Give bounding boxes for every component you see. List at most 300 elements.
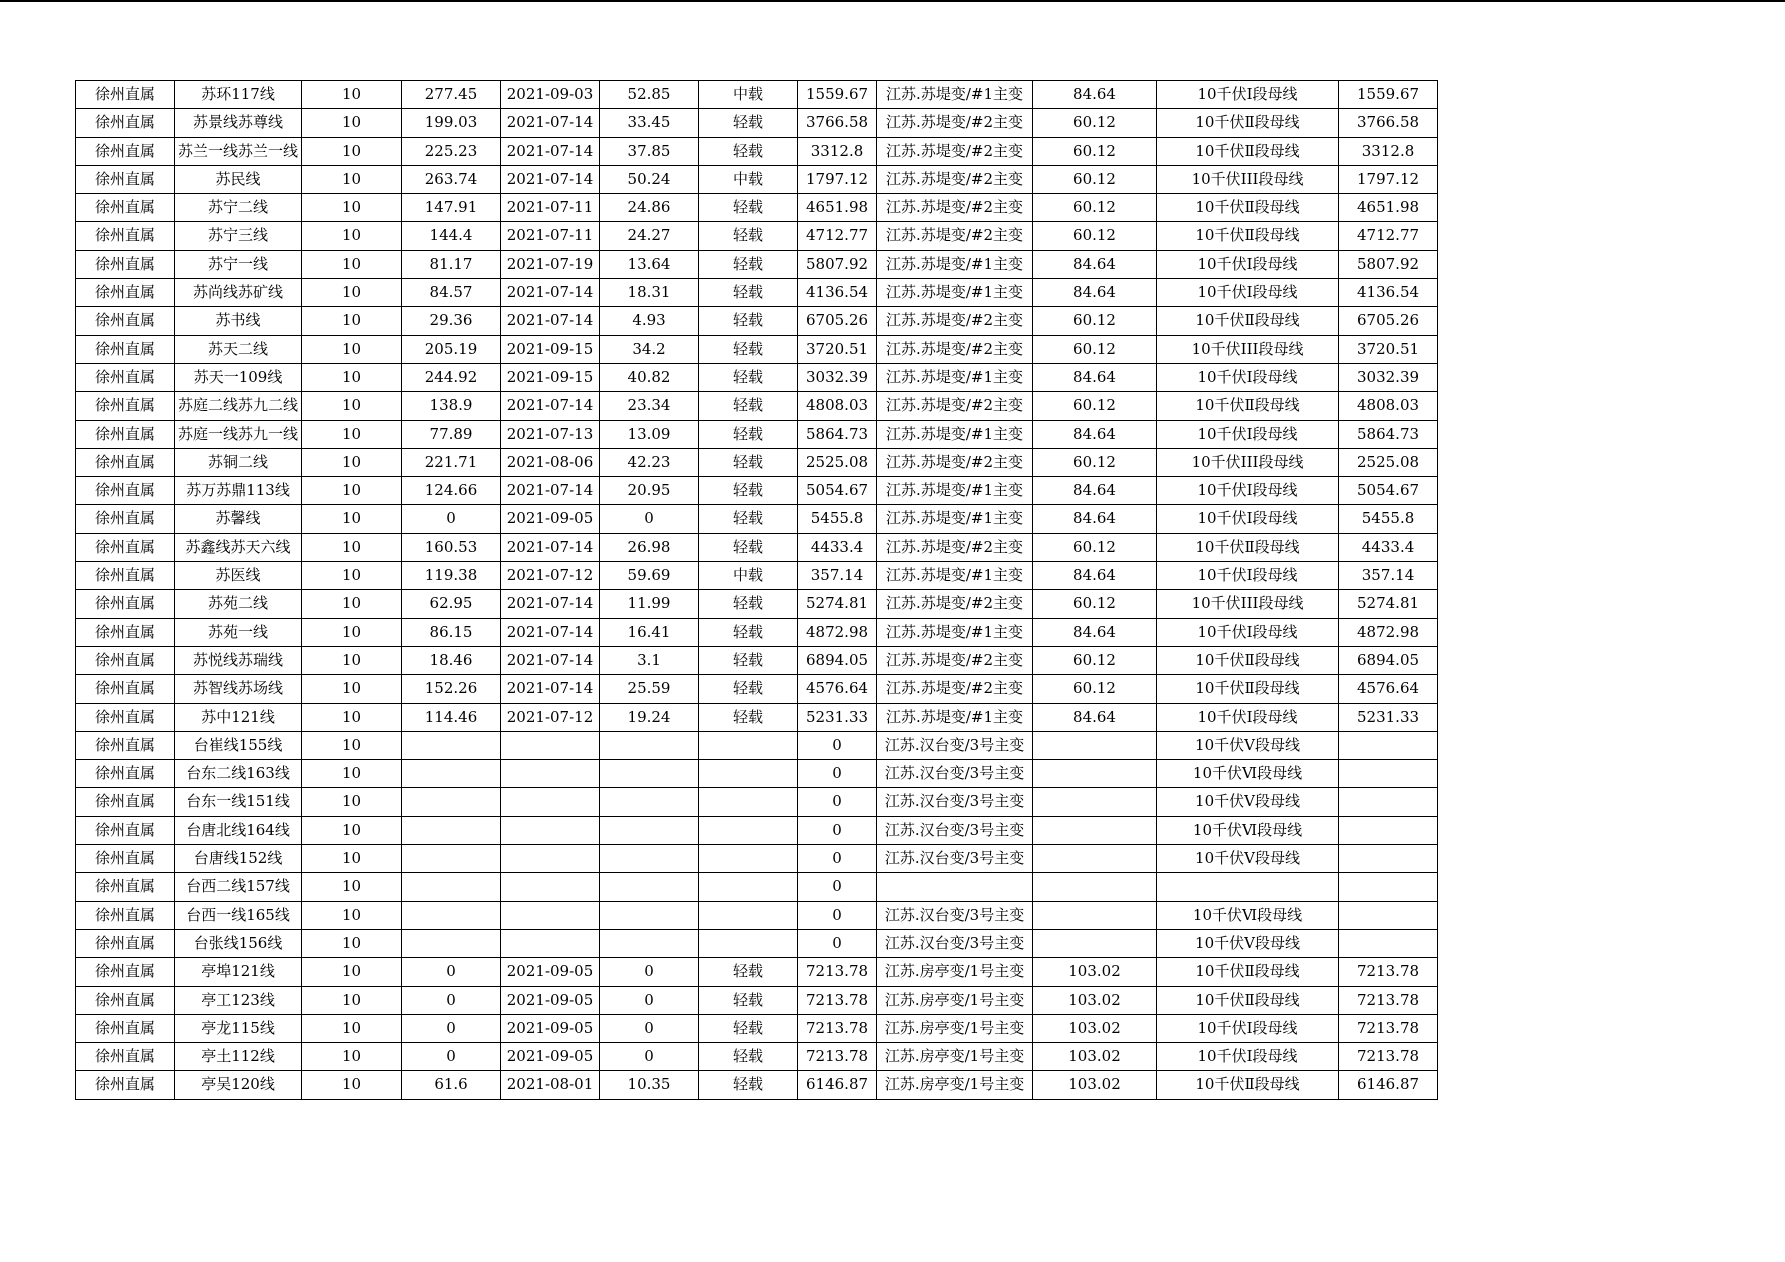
available-capacity-cell: 4808.03 — [798, 392, 877, 420]
unit-cell: 徐州直属 — [76, 420, 175, 448]
unit-cell: 徐州直属 — [76, 646, 175, 674]
table-row — [76, 873, 1438, 901]
table-row — [76, 1014, 1438, 1042]
transformer-cell — [877, 873, 1033, 901]
load-rate-cell: 24.27 — [600, 222, 699, 250]
unit-cell: 徐州直属 — [76, 477, 175, 505]
remaining-capacity-cell — [1339, 873, 1438, 901]
available-capacity-cell: 0 — [798, 816, 877, 844]
load-status-cell: 轻载 — [699, 675, 798, 703]
remaining-capacity-cell: 6705.26 — [1339, 307, 1438, 335]
remaining-capacity-cell: 5054.67 — [1339, 477, 1438, 505]
remaining-capacity-cell: 7213.78 — [1339, 986, 1438, 1014]
load-rate-cell: 52.85 — [600, 81, 699, 109]
transformer-capacity-cell: 84.64 — [1033, 505, 1157, 533]
voltage-cell: 10 — [302, 788, 402, 816]
load-status-cell — [699, 873, 798, 901]
date-cell: 2021-09-05 — [501, 1014, 600, 1042]
voltage-cell: 10 — [302, 279, 402, 307]
unit-cell: 徐州直属 — [76, 307, 175, 335]
available-capacity-cell: 7213.78 — [798, 1043, 877, 1071]
table-row — [76, 845, 1438, 873]
date-cell: 2021-07-14 — [501, 675, 600, 703]
current-cell: 18.46 — [402, 646, 501, 674]
date-cell: 2021-07-11 — [501, 194, 600, 222]
voltage-cell: 10 — [302, 590, 402, 618]
date-cell: 2021-07-14 — [501, 137, 600, 165]
remaining-capacity-cell — [1339, 929, 1438, 957]
remaining-capacity-cell: 5231.33 — [1339, 703, 1438, 731]
load-rate-cell: 19.24 — [600, 703, 699, 731]
transformer-cell: 江苏.苏堤变/#1主变 — [877, 420, 1033, 448]
load-rate-cell: 0 — [600, 986, 699, 1014]
feeder-name-cell: 苏智线苏场线 — [175, 675, 302, 703]
load-status-cell: 轻载 — [699, 958, 798, 986]
load-status-cell: 轻载 — [699, 986, 798, 1014]
load-status-cell: 轻载 — [699, 279, 798, 307]
feeder-name-cell: 台东二线163线 — [175, 760, 302, 788]
table-body — [76, 81, 1438, 1100]
table-row — [76, 562, 1438, 590]
current-cell: 61.6 — [402, 1071, 501, 1099]
load-rate-cell: 11.99 — [600, 590, 699, 618]
feeder-name-cell: 苏苑二线 — [175, 590, 302, 618]
transformer-cell: 江苏.苏堤变/#2主变 — [877, 533, 1033, 561]
transformer-cell: 江苏.房亭变/1号主变 — [877, 958, 1033, 986]
voltage-cell: 10 — [302, 703, 402, 731]
voltage-cell: 10 — [302, 562, 402, 590]
busbar-cell: 10千伏Ⅱ段母线 — [1157, 194, 1339, 222]
load-rate-cell: 0 — [600, 958, 699, 986]
remaining-capacity-cell: 5455.8 — [1339, 505, 1438, 533]
load-status-cell: 轻载 — [699, 222, 798, 250]
transformer-cell: 江苏.汉台变/3号主变 — [877, 816, 1033, 844]
transformer-capacity-cell: 84.64 — [1033, 562, 1157, 590]
load-status-cell: 轻载 — [699, 448, 798, 476]
load-status-cell: 中载 — [699, 81, 798, 109]
transformer-capacity-cell: 60.12 — [1033, 194, 1157, 222]
available-capacity-cell: 0 — [798, 788, 877, 816]
voltage-cell: 10 — [302, 222, 402, 250]
date-cell: 2021-07-14 — [501, 279, 600, 307]
date-cell: 2021-09-03 — [501, 81, 600, 109]
load-status-cell: 轻载 — [699, 1043, 798, 1071]
busbar-cell: 10千伏Ⅱ段母线 — [1157, 307, 1339, 335]
available-capacity-cell: 0 — [798, 873, 877, 901]
voltage-cell: 10 — [302, 1071, 402, 1099]
busbar-cell: 10千伏Ⅰ段母线 — [1157, 81, 1339, 109]
table-row — [76, 505, 1438, 533]
feeder-name-cell: 苏庭一线苏九一线 — [175, 420, 302, 448]
unit-cell: 徐州直属 — [76, 788, 175, 816]
current-cell: 244.92 — [402, 363, 501, 391]
transformer-cell: 江苏.苏堤变/#2主变 — [877, 165, 1033, 193]
current-cell — [402, 901, 501, 929]
feeder-name-cell: 苏中121线 — [175, 703, 302, 731]
current-cell: 84.57 — [402, 279, 501, 307]
unit-cell: 徐州直属 — [76, 505, 175, 533]
load-status-cell: 轻载 — [699, 590, 798, 618]
unit-cell: 徐州直属 — [76, 165, 175, 193]
unit-cell: 徐州直属 — [76, 1014, 175, 1042]
table-row — [76, 1043, 1438, 1071]
transformer-capacity-cell: 84.64 — [1033, 250, 1157, 278]
feeder-name-cell: 苏鑫线苏天六线 — [175, 533, 302, 561]
transformer-cell: 江苏.汉台变/3号主变 — [877, 901, 1033, 929]
load-status-cell: 轻载 — [699, 420, 798, 448]
load-status-cell — [699, 760, 798, 788]
unit-cell: 徐州直属 — [76, 873, 175, 901]
busbar-cell: 10千伏Ⅴ段母线 — [1157, 788, 1339, 816]
remaining-capacity-cell: 4651.98 — [1339, 194, 1438, 222]
transformer-cell: 江苏.苏堤变/#1主变 — [877, 363, 1033, 391]
load-status-cell — [699, 929, 798, 957]
unit-cell: 徐州直属 — [76, 562, 175, 590]
transformer-capacity-cell: 84.64 — [1033, 363, 1157, 391]
feeder-name-cell: 苏馨线 — [175, 505, 302, 533]
busbar-cell: 10千伏Ⅱ段母线 — [1157, 222, 1339, 250]
available-capacity-cell: 3720.51 — [798, 335, 877, 363]
feeder-name-cell: 台西二线157线 — [175, 873, 302, 901]
busbar-cell: 10千伏Ⅵ段母线 — [1157, 901, 1339, 929]
current-cell: 0 — [402, 986, 501, 1014]
transformer-capacity-cell: 60.12 — [1033, 222, 1157, 250]
feeder-name-cell: 亭土112线 — [175, 1043, 302, 1071]
remaining-capacity-cell: 1797.12 — [1339, 165, 1438, 193]
load-status-cell: 轻载 — [699, 703, 798, 731]
voltage-cell: 10 — [302, 646, 402, 674]
date-cell: 2021-07-14 — [501, 618, 600, 646]
table-row — [76, 929, 1438, 957]
unit-cell: 徐州直属 — [76, 363, 175, 391]
load-status-cell: 轻载 — [699, 335, 798, 363]
remaining-capacity-cell: 7213.78 — [1339, 958, 1438, 986]
voltage-cell: 10 — [302, 194, 402, 222]
feeder-name-cell: 苏民线 — [175, 165, 302, 193]
load-status-cell: 轻载 — [699, 505, 798, 533]
load-rate-cell — [600, 845, 699, 873]
load-status-cell: 轻载 — [699, 194, 798, 222]
unit-cell: 徐州直属 — [76, 618, 175, 646]
current-cell: 0 — [402, 1043, 501, 1071]
transformer-capacity-cell: 103.02 — [1033, 1071, 1157, 1099]
load-status-cell: 轻载 — [699, 1071, 798, 1099]
current-cell: 77.89 — [402, 420, 501, 448]
voltage-cell: 10 — [302, 165, 402, 193]
busbar-cell: 10千伏Ⅱ段母线 — [1157, 137, 1339, 165]
table-row — [76, 194, 1438, 222]
date-cell: 2021-07-12 — [501, 703, 600, 731]
load-status-cell: 轻载 — [699, 1014, 798, 1042]
table-row — [76, 81, 1438, 109]
load-rate-cell: 23.34 — [600, 392, 699, 420]
date-cell: 2021-07-14 — [501, 392, 600, 420]
current-cell: 277.45 — [402, 81, 501, 109]
table-row — [76, 109, 1438, 137]
feeder-name-cell: 苏庭二线苏九二线 — [175, 392, 302, 420]
date-cell: 2021-09-05 — [501, 958, 600, 986]
feeder-name-cell: 台唐北线164线 — [175, 816, 302, 844]
remaining-capacity-cell: 4576.64 — [1339, 675, 1438, 703]
transformer-capacity-cell — [1033, 816, 1157, 844]
load-rate-cell: 26.98 — [600, 533, 699, 561]
remaining-capacity-cell: 5864.73 — [1339, 420, 1438, 448]
voltage-cell: 10 — [302, 816, 402, 844]
busbar-cell: 10千伏Ⅱ段母线 — [1157, 958, 1339, 986]
busbar-cell: 10千伏Ⅱ段母线 — [1157, 392, 1339, 420]
transformer-cell: 江苏.苏堤变/#2主变 — [877, 137, 1033, 165]
voltage-cell: 10 — [302, 392, 402, 420]
current-cell: 0 — [402, 958, 501, 986]
remaining-capacity-cell: 3720.51 — [1339, 335, 1438, 363]
load-rate-cell — [600, 788, 699, 816]
voltage-cell: 10 — [302, 307, 402, 335]
current-cell: 138.9 — [402, 392, 501, 420]
current-cell — [402, 760, 501, 788]
available-capacity-cell: 3766.58 — [798, 109, 877, 137]
table-row — [76, 448, 1438, 476]
busbar-cell: 10千伏Ⅰ段母线 — [1157, 477, 1339, 505]
table-row — [76, 958, 1438, 986]
busbar-cell: 10千伏Ⅱ段母线 — [1157, 533, 1339, 561]
feeder-name-cell: 苏书线 — [175, 307, 302, 335]
available-capacity-cell: 5231.33 — [798, 703, 877, 731]
load-rate-cell: 24.86 — [600, 194, 699, 222]
load-rate-cell: 0 — [600, 1043, 699, 1071]
transformer-capacity-cell: 60.12 — [1033, 590, 1157, 618]
available-capacity-cell: 1797.12 — [798, 165, 877, 193]
load-rate-cell: 33.45 — [600, 109, 699, 137]
date-cell: 2021-09-15 — [501, 335, 600, 363]
transformer-capacity-cell: 84.64 — [1033, 420, 1157, 448]
unit-cell: 徐州直属 — [76, 958, 175, 986]
date-cell: 2021-07-14 — [501, 165, 600, 193]
feeder-name-cell: 苏苑一线 — [175, 618, 302, 646]
date-cell — [501, 731, 600, 759]
transformer-capacity-cell: 60.12 — [1033, 675, 1157, 703]
remaining-capacity-cell — [1339, 788, 1438, 816]
unit-cell: 徐州直属 — [76, 250, 175, 278]
current-cell: 81.17 — [402, 250, 501, 278]
available-capacity-cell: 3312.8 — [798, 137, 877, 165]
transformer-cell: 江苏.苏堤变/#1主变 — [877, 505, 1033, 533]
voltage-cell: 10 — [302, 1043, 402, 1071]
table-row — [76, 222, 1438, 250]
load-rate-cell: 13.64 — [600, 250, 699, 278]
current-cell: 199.03 — [402, 109, 501, 137]
table-row — [76, 986, 1438, 1014]
load-status-cell: 轻载 — [699, 618, 798, 646]
transformer-capacity-cell — [1033, 760, 1157, 788]
remaining-capacity-cell — [1339, 731, 1438, 759]
busbar-cell: 10千伏Ⅱ段母线 — [1157, 109, 1339, 137]
transformer-capacity-cell: 60.12 — [1033, 137, 1157, 165]
voltage-cell: 10 — [302, 675, 402, 703]
available-capacity-cell: 6146.87 — [798, 1071, 877, 1099]
voltage-cell: 10 — [302, 901, 402, 929]
table-row — [76, 1071, 1438, 1099]
table-row — [76, 675, 1438, 703]
table-row — [76, 901, 1438, 929]
date-cell: 2021-08-06 — [501, 448, 600, 476]
feeder-name-cell: 台崔线155线 — [175, 731, 302, 759]
current-cell: 144.4 — [402, 222, 501, 250]
feeder-name-cell: 台唐线152线 — [175, 845, 302, 873]
load-rate-cell: 16.41 — [600, 618, 699, 646]
current-cell — [402, 788, 501, 816]
voltage-cell: 10 — [302, 731, 402, 759]
load-rate-cell: 0 — [600, 1014, 699, 1042]
load-status-cell: 轻载 — [699, 477, 798, 505]
feeder-name-cell: 苏宁一线 — [175, 250, 302, 278]
table-row — [76, 816, 1438, 844]
date-cell — [501, 845, 600, 873]
current-cell: 86.15 — [402, 618, 501, 646]
transformer-cell: 江苏.房亭变/1号主变 — [877, 1014, 1033, 1042]
available-capacity-cell: 4651.98 — [798, 194, 877, 222]
date-cell: 2021-09-05 — [501, 1043, 600, 1071]
voltage-cell: 10 — [302, 618, 402, 646]
load-rate-cell — [600, 816, 699, 844]
load-rate-cell — [600, 901, 699, 929]
transformer-capacity-cell: 60.12 — [1033, 392, 1157, 420]
transformer-capacity-cell: 103.02 — [1033, 986, 1157, 1014]
date-cell: 2021-07-19 — [501, 250, 600, 278]
remaining-capacity-cell: 3032.39 — [1339, 363, 1438, 391]
transformer-cell: 江苏.汉台变/3号主变 — [877, 929, 1033, 957]
transformer-cell: 江苏.苏堤变/#2主变 — [877, 222, 1033, 250]
busbar-cell — [1157, 873, 1339, 901]
available-capacity-cell: 2525.08 — [798, 448, 877, 476]
current-cell: 114.46 — [402, 703, 501, 731]
voltage-cell: 10 — [302, 109, 402, 137]
load-rate-cell: 42.23 — [600, 448, 699, 476]
feeder-name-cell: 苏万苏鼎113线 — [175, 477, 302, 505]
feeder-name-cell: 苏铜二线 — [175, 448, 302, 476]
load-status-cell — [699, 901, 798, 929]
busbar-cell: 10千伏III段母线 — [1157, 165, 1339, 193]
transformer-capacity-cell — [1033, 731, 1157, 759]
current-cell: 119.38 — [402, 562, 501, 590]
remaining-capacity-cell: 4136.54 — [1339, 279, 1438, 307]
busbar-cell: 10千伏III段母线 — [1157, 590, 1339, 618]
table-row — [76, 420, 1438, 448]
busbar-cell: 10千伏Ⅱ段母线 — [1157, 986, 1339, 1014]
unit-cell: 徐州直属 — [76, 1043, 175, 1071]
transformer-capacity-cell: 103.02 — [1033, 1014, 1157, 1042]
transformer-capacity-cell: 84.64 — [1033, 81, 1157, 109]
date-cell — [501, 873, 600, 901]
feeder-name-cell: 苏天一109线 — [175, 363, 302, 391]
load-rate-cell: 4.93 — [600, 307, 699, 335]
voltage-cell: 10 — [302, 958, 402, 986]
load-status-cell: 轻载 — [699, 250, 798, 278]
voltage-cell: 10 — [302, 250, 402, 278]
feeder-load-table — [75, 80, 1438, 1100]
table-row — [76, 250, 1438, 278]
busbar-cell: 10千伏Ⅱ段母线 — [1157, 1071, 1339, 1099]
available-capacity-cell: 0 — [798, 731, 877, 759]
unit-cell: 徐州直属 — [76, 222, 175, 250]
transformer-cell: 江苏.汉台变/3号主变 — [877, 731, 1033, 759]
unit-cell: 徐州直属 — [76, 1071, 175, 1099]
unit-cell: 徐州直属 — [76, 675, 175, 703]
load-rate-cell: 40.82 — [600, 363, 699, 391]
voltage-cell: 10 — [302, 873, 402, 901]
transformer-capacity-cell: 60.12 — [1033, 307, 1157, 335]
remaining-capacity-cell: 5274.81 — [1339, 590, 1438, 618]
date-cell: 2021-07-13 — [501, 420, 600, 448]
feeder-name-cell: 台张线156线 — [175, 929, 302, 957]
load-status-cell: 轻载 — [699, 533, 798, 561]
feeder-name-cell: 亭龙115线 — [175, 1014, 302, 1042]
available-capacity-cell: 4136.54 — [798, 279, 877, 307]
table-row — [76, 477, 1438, 505]
date-cell: 2021-07-14 — [501, 477, 600, 505]
busbar-cell: 10千伏Ⅵ段母线 — [1157, 816, 1339, 844]
load-status-cell: 轻载 — [699, 646, 798, 674]
voltage-cell: 10 — [302, 477, 402, 505]
busbar-cell: 10千伏Ⅰ段母线 — [1157, 618, 1339, 646]
voltage-cell: 10 — [302, 335, 402, 363]
unit-cell: 徐州直属 — [76, 731, 175, 759]
remaining-capacity-cell: 7213.78 — [1339, 1014, 1438, 1042]
load-status-cell — [699, 788, 798, 816]
unit-cell: 徐州直属 — [76, 448, 175, 476]
available-capacity-cell: 4433.4 — [798, 533, 877, 561]
busbar-cell: 10千伏Ⅰ段母线 — [1157, 250, 1339, 278]
load-rate-cell: 50.24 — [600, 165, 699, 193]
unit-cell: 徐州直属 — [76, 109, 175, 137]
busbar-cell: 10千伏III段母线 — [1157, 335, 1339, 363]
transformer-capacity-cell: 60.12 — [1033, 448, 1157, 476]
available-capacity-cell: 5807.92 — [798, 250, 877, 278]
transformer-capacity-cell: 60.12 — [1033, 646, 1157, 674]
current-cell — [402, 929, 501, 957]
transformer-capacity-cell — [1033, 788, 1157, 816]
load-rate-cell — [600, 731, 699, 759]
current-cell: 29.36 — [402, 307, 501, 335]
table-row — [76, 165, 1438, 193]
date-cell: 2021-07-14 — [501, 646, 600, 674]
date-cell: 2021-07-11 — [501, 222, 600, 250]
date-cell: 2021-07-14 — [501, 109, 600, 137]
busbar-cell: 10千伏Ⅰ段母线 — [1157, 279, 1339, 307]
remaining-capacity-cell: 2525.08 — [1339, 448, 1438, 476]
remaining-capacity-cell: 3312.8 — [1339, 137, 1438, 165]
voltage-cell: 10 — [302, 533, 402, 561]
load-status-cell: 轻载 — [699, 392, 798, 420]
date-cell: 2021-09-05 — [501, 986, 600, 1014]
transformer-cell: 江苏.苏堤变/#2主变 — [877, 307, 1033, 335]
current-cell: 62.95 — [402, 590, 501, 618]
remaining-capacity-cell: 4872.98 — [1339, 618, 1438, 646]
load-status-cell — [699, 816, 798, 844]
available-capacity-cell: 5455.8 — [798, 505, 877, 533]
current-cell — [402, 731, 501, 759]
transformer-cell: 江苏.苏堤变/#1主变 — [877, 250, 1033, 278]
available-capacity-cell: 5864.73 — [798, 420, 877, 448]
available-capacity-cell: 6705.26 — [798, 307, 877, 335]
feeder-name-cell: 苏宁三线 — [175, 222, 302, 250]
transformer-capacity-cell — [1033, 845, 1157, 873]
transformer-capacity-cell: 103.02 — [1033, 1043, 1157, 1071]
transformer-cell: 江苏.苏堤变/#2主变 — [877, 392, 1033, 420]
date-cell — [501, 788, 600, 816]
transformer-cell: 江苏.苏堤变/#1主变 — [877, 618, 1033, 646]
available-capacity-cell: 0 — [798, 760, 877, 788]
load-rate-cell — [600, 873, 699, 901]
